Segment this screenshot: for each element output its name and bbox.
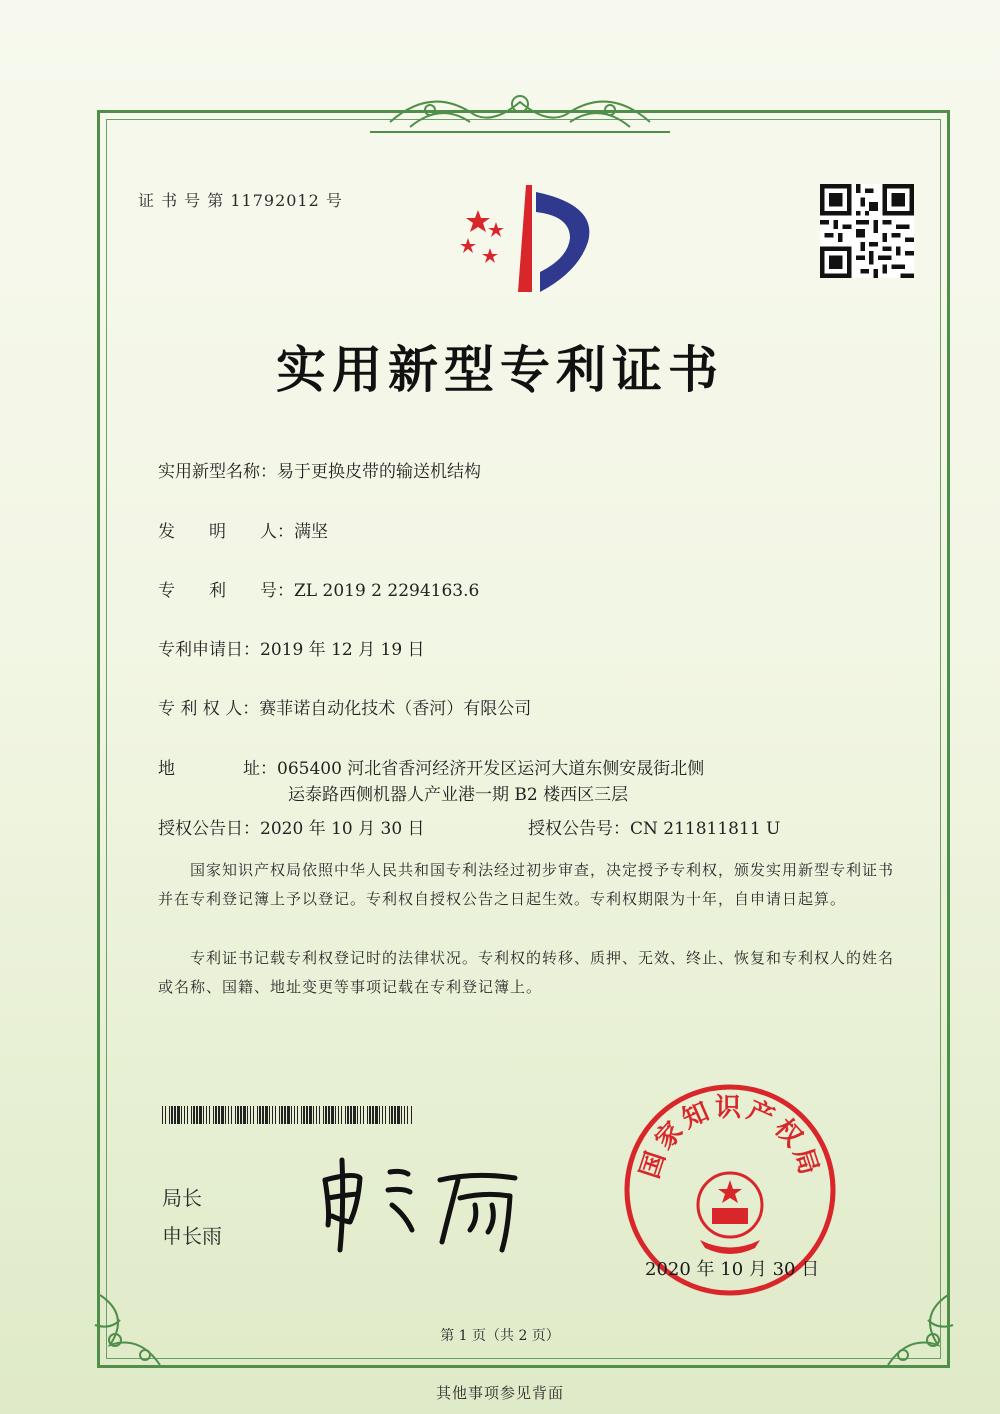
patentee-value: 赛菲诺自动化技术（香河）有限公司 (259, 699, 532, 719)
footer-note: 其他事项参见背面 (435, 1384, 564, 1402)
application-date-label: 专利申请日： (158, 640, 260, 660)
barcode-icon (162, 1106, 412, 1124)
utility-model-name-value: 易于更换皮带的输送机结构 (277, 462, 481, 482)
application-date-row (158, 635, 425, 660)
cnipa-logo-icon (448, 180, 608, 300)
inventor-value: 满坚 (294, 522, 328, 542)
seal-text: 国家知识产权局 (635, 1093, 825, 1183)
certificate-number: 证 书 号 第 11792012 号 (138, 191, 343, 210)
seal-date: 2020 年 10 月 30 日 (645, 1259, 820, 1280)
patent-number-label: 专 利 号： (158, 581, 294, 601)
patent-number-row (158, 576, 479, 601)
grant-date-row (158, 814, 425, 839)
inventor-label: 发 明 人： (158, 522, 294, 542)
grant-number-value: CN 211811811 U (630, 819, 781, 839)
grant-number-label: 授权公告号： (528, 819, 630, 839)
address-line-2: 运泰路西侧机器人产业港一期 B2 楼西区三层 (288, 785, 629, 805)
top-ornament-icon (370, 82, 670, 142)
application-date-value: 2019 年 12 月 19 日 (260, 640, 425, 660)
patentee-row (158, 694, 531, 719)
qr-code-icon (820, 184, 914, 278)
grant-number-row (528, 814, 780, 839)
body-paragraph-2: 专利证书记载专利权登记时的法律状况。专利权的转移、质押、无效、终止、恢复和专利权人的姓名或名称、国籍、地址变更等事项记载在专利登记簿上。 (158, 949, 895, 996)
page-title: 实用新型专利证书 (276, 340, 724, 399)
utility-model-name-label: 实用新型名称： (158, 462, 277, 482)
grant-date-label: 授权公告日： (158, 819, 260, 839)
patent-number-value: ZL 2019 2 2294163.6 (294, 581, 480, 601)
address-line-1: 065400 河北省香河经济开发区运河大道东侧安晟街北侧 (277, 759, 705, 779)
patentee-label: 专 利 权 人： (158, 699, 260, 719)
body-paragraph-1: 国家知识产权局依照中华人民共和国专利法经过初步审查，决定授予专利权，颁发实用新型专利证书并在专利登记簿上予以登记。专利权自授权公告之日起生效。专利权期限为十年，自申请日起算。 (158, 861, 895, 908)
director-title: 局长 (162, 1186, 202, 1210)
inventor-row (158, 517, 328, 542)
svg-text:国家知识产权局 (635, 1093, 825, 1182)
handwritten-signature (310, 1150, 540, 1260)
page-number: 第 1 页（共 2 页） (440, 1328, 560, 1344)
address-label: 地 址： (158, 759, 277, 779)
director-name: 申长雨 (162, 1224, 222, 1248)
grant-date-value: 2020 年 10 月 30 日 (260, 819, 425, 839)
utility-model-name-row (158, 457, 481, 482)
address-row (158, 754, 704, 779)
